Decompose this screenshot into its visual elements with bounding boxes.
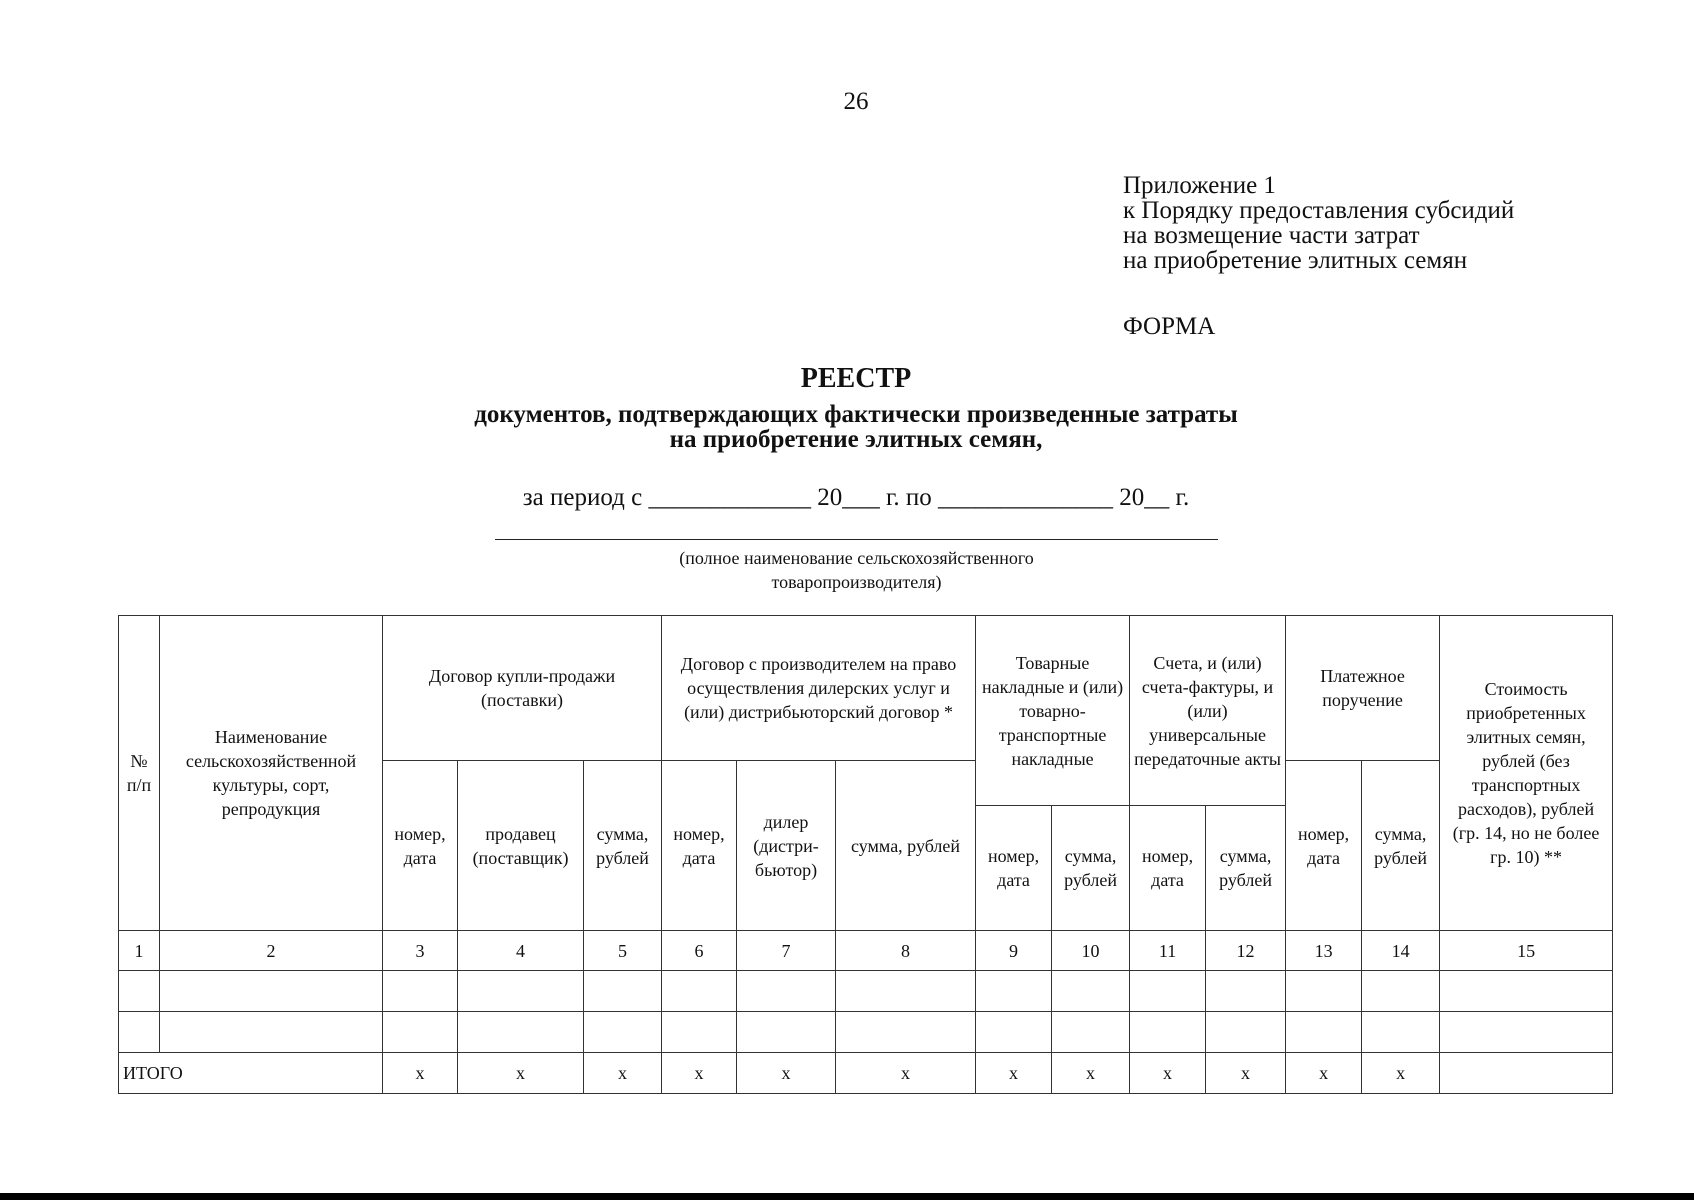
header-num: № п/п bbox=[119, 616, 160, 931]
empty-cell bbox=[1052, 971, 1130, 1012]
total-row bbox=[119, 1053, 1613, 1094]
appendix-line: Приложение 1 bbox=[1123, 172, 1276, 199]
column-number: 12 bbox=[1206, 931, 1286, 971]
column-number: 9 bbox=[976, 931, 1052, 971]
column-number-row bbox=[119, 931, 1613, 971]
header-row-1 bbox=[119, 616, 1613, 761]
empty-cell bbox=[119, 971, 160, 1012]
empty-cell bbox=[976, 971, 1052, 1012]
column-number: 11 bbox=[1130, 931, 1206, 971]
header-dealer-contract: Договор с производителем на право осуществления дилерских услуг и (или) дистрибьюторский договор * bbox=[662, 616, 976, 761]
column-number: 13 bbox=[1286, 931, 1362, 971]
column-number: 15 bbox=[1440, 931, 1613, 971]
page-number: 26 bbox=[843, 88, 869, 115]
appendix-note bbox=[1123, 173, 1514, 273]
total-mark: х bbox=[1286, 1053, 1362, 1094]
header-name: Наименование сельскохозяйственной культуры, сорт, репродукция bbox=[160, 616, 383, 931]
empty-cell bbox=[1052, 1012, 1130, 1053]
producer-name-blank bbox=[495, 539, 1218, 540]
scan-bottom-edge bbox=[0, 1193, 1694, 1200]
header-c13: номер, дата bbox=[1286, 761, 1362, 931]
column-number: 6 bbox=[662, 931, 737, 971]
appendix-line: на приобретение элитных семян bbox=[1123, 247, 1468, 274]
empty-cell bbox=[1206, 1012, 1286, 1053]
empty-cell bbox=[160, 971, 383, 1012]
total-mark: х bbox=[1362, 1053, 1440, 1094]
header-c12: сумма, рублей bbox=[1206, 806, 1286, 931]
appendix-line: к Порядку предоставления субсидий bbox=[1123, 197, 1515, 224]
empty-cell bbox=[836, 971, 976, 1012]
empty-cell bbox=[1130, 971, 1206, 1012]
subtitle-line-1: документов, подтверждающих фактически произведенные затраты bbox=[474, 401, 1238, 428]
header-c7: дилер (дистри-бьютор) bbox=[737, 761, 836, 931]
column-number: 5 bbox=[584, 931, 662, 971]
producer-caption-line-1: (полное наименование сельскохозяйственного bbox=[679, 548, 1034, 568]
header-c6: номер, дата bbox=[662, 761, 737, 931]
document-subtitle bbox=[0, 402, 1694, 452]
empty-cell bbox=[1286, 971, 1362, 1012]
empty-cell bbox=[737, 1012, 836, 1053]
form-label: ФОРМА bbox=[1123, 313, 1216, 340]
column-number: 1 bbox=[119, 931, 160, 971]
header-cost: Стоимость приобретенных элитных семян, рублей (без транспортных расходов), рублей (гр. 14, но не более гр. 10) ** bbox=[1440, 616, 1613, 931]
empty-cell bbox=[383, 1012, 458, 1053]
document-title: РЕЕСТР bbox=[800, 363, 912, 394]
appendix-line: на возмещение части затрат bbox=[1123, 222, 1420, 249]
column-number: 14 bbox=[1362, 931, 1440, 971]
total-mark: х bbox=[458, 1053, 584, 1094]
empty-cell bbox=[383, 971, 458, 1012]
column-number: 7 bbox=[737, 931, 836, 971]
header-c10: сумма, рублей bbox=[1052, 806, 1130, 931]
empty-cell bbox=[662, 1012, 737, 1053]
empty-cell bbox=[1440, 1012, 1613, 1053]
total-mark: х bbox=[383, 1053, 458, 1094]
table-row bbox=[119, 971, 1613, 1012]
empty-cell bbox=[1130, 1012, 1206, 1053]
empty-cell bbox=[976, 1012, 1052, 1053]
column-number: 4 bbox=[458, 931, 584, 971]
column-number: 3 bbox=[383, 931, 458, 971]
empty-cell bbox=[836, 1012, 976, 1053]
header-c11: номер, дата bbox=[1130, 806, 1206, 931]
producer-caption-line-2: товаропроизводителя) bbox=[771, 572, 942, 592]
empty-cell bbox=[584, 971, 662, 1012]
column-number: 10 bbox=[1052, 931, 1130, 971]
total-mark: х bbox=[737, 1053, 836, 1094]
header-contract: Договор купли-продажи (поставки) bbox=[383, 616, 662, 761]
total-mark: х bbox=[1206, 1053, 1286, 1094]
total-mark: х bbox=[662, 1053, 737, 1094]
empty-cell bbox=[662, 971, 737, 1012]
empty-cell bbox=[1362, 1012, 1440, 1053]
header-c3: номер, дата bbox=[383, 761, 458, 931]
total-mark: х bbox=[1052, 1053, 1130, 1094]
header-invoices: Счета, и (или) счета-фактуры, и (или) универсальные передаточные акты bbox=[1130, 616, 1286, 806]
total-mark: х bbox=[976, 1053, 1052, 1094]
producer-caption bbox=[495, 546, 1218, 594]
header-payment-order: Платежное поручение bbox=[1286, 616, 1440, 761]
header-waybills: Товарные накладные и (или) товарно-транспортные накладные bbox=[976, 616, 1130, 806]
empty-cell bbox=[1286, 1012, 1362, 1053]
column-number: 2 bbox=[160, 931, 383, 971]
header-c9: номер, дата bbox=[976, 806, 1052, 931]
total-mark: х bbox=[584, 1053, 662, 1094]
empty-cell bbox=[584, 1012, 662, 1053]
header-c14: сумма, рублей bbox=[1362, 761, 1440, 931]
table-row bbox=[119, 1012, 1613, 1053]
header-c8: сумма, рублей bbox=[836, 761, 976, 931]
total-mark: х bbox=[836, 1053, 976, 1094]
column-number: 8 bbox=[836, 931, 976, 971]
empty-cell bbox=[1440, 971, 1613, 1012]
total-cost-cell bbox=[1440, 1053, 1613, 1094]
empty-cell bbox=[737, 971, 836, 1012]
total-mark: х bbox=[1130, 1053, 1206, 1094]
period-line: за период с _____________ 20___ г. по ______________ 20__ г. bbox=[522, 484, 1190, 511]
header-c5: сумма, рублей bbox=[584, 761, 662, 931]
empty-cell bbox=[1206, 971, 1286, 1012]
empty-cell bbox=[1362, 971, 1440, 1012]
registry-table bbox=[118, 615, 1613, 1094]
empty-cell bbox=[160, 1012, 383, 1053]
subtitle-line-2: на приобретение элитных семян, bbox=[669, 426, 1043, 453]
empty-cell bbox=[458, 1012, 584, 1053]
empty-cell bbox=[119, 1012, 160, 1053]
header-c4: продавец (поставщик) bbox=[458, 761, 584, 931]
total-label: ИТОГО bbox=[119, 1053, 383, 1094]
empty-cell bbox=[458, 971, 584, 1012]
